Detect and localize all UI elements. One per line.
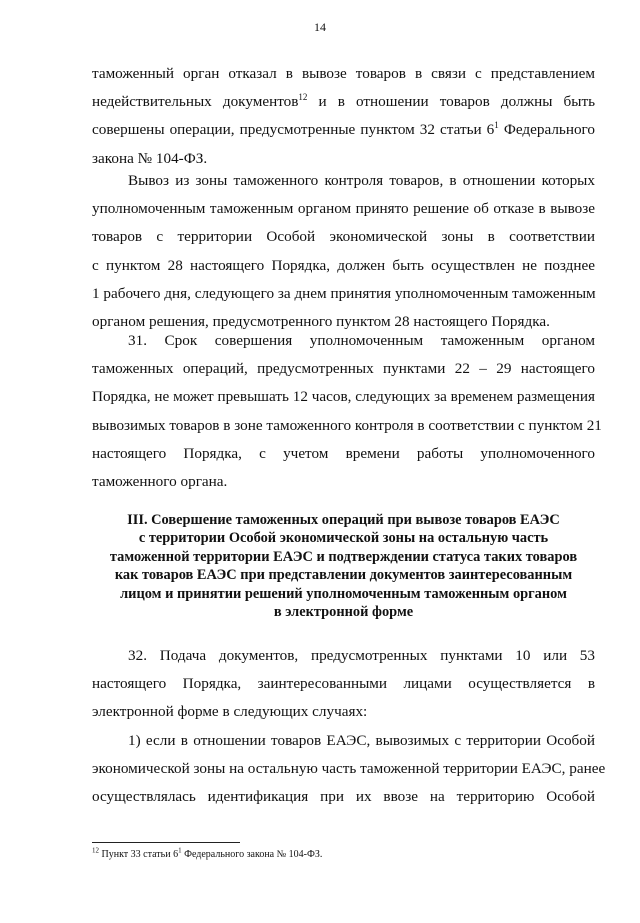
heading-line: с территории Особой экономической зоны на остальную часть bbox=[138, 530, 549, 547]
text-line: Вывоз из зоны таможенного контроля товаров, в отношении которых bbox=[128, 172, 595, 189]
footnote-text: Пункт 33 статьи 6 bbox=[101, 849, 179, 860]
article-superscript: 1 bbox=[178, 846, 182, 855]
text-line: 31. Срок совершения уполномоченным таможенным органом bbox=[128, 332, 595, 349]
footnote-marker: 12 bbox=[92, 846, 99, 855]
heading-line: лицом и принятии решений уполномоченным таможенным органом bbox=[120, 585, 567, 602]
text-line: таможенных операций, предусмотренных пунктами 22 – 29 настоящего bbox=[92, 360, 595, 378]
text-line: 1) если в отношении товаров ЕАЭС, вывозимых с территории Особой bbox=[128, 732, 595, 749]
footnote bbox=[92, 848, 322, 861]
text-fragment: Федерального bbox=[503, 121, 595, 139]
heading-line: III. Совершение таможенных операций при вывозе товаров ЕАЭС bbox=[127, 512, 560, 528]
text-line: электронной форме в следующих случаях: bbox=[92, 703, 368, 721]
text-line: уполномоченным таможенным органом принято решение об отказе в вывозе bbox=[92, 200, 595, 218]
heading-line: в электронной форме bbox=[273, 604, 414, 621]
section-heading bbox=[92, 511, 595, 621]
footnote-reference: 12 bbox=[298, 92, 308, 103]
text-fragment: совершены операции, предусмотренные пунктом 32 статьи 6 bbox=[92, 121, 495, 139]
text-line: таможенного органа. bbox=[92, 473, 228, 491]
text-line: 32. Подача документов, предусмотренных пунктами 10 или 53 bbox=[128, 647, 595, 664]
text-line: органом решения, предусмотренного пунктом 28 настоящего Порядка. bbox=[92, 313, 550, 331]
text-fragment: недействительных документов bbox=[92, 93, 299, 111]
text-fragment: и в отношении товаров должны быть bbox=[318, 93, 596, 111]
text-line bbox=[92, 88, 595, 116]
paragraph-continuation bbox=[92, 60, 595, 173]
footnote-divider bbox=[92, 842, 240, 843]
text-line bbox=[92, 116, 595, 144]
paragraph-item-32 bbox=[92, 642, 595, 727]
paragraph-export-refusal bbox=[92, 167, 595, 336]
text-line: экономической зоны на остальную часть таможенной территории ЕАЭС, ранее bbox=[92, 760, 606, 778]
text-line: настоящего Порядка, заинтересованными лицами осуществляется в bbox=[92, 675, 595, 693]
text-line: осуществлялась идентификация при их ввозе на территорию Особой bbox=[92, 788, 595, 806]
article-superscript: 1 bbox=[494, 120, 499, 131]
paragraph-item-31 bbox=[92, 327, 602, 496]
text-line: товаров с территории Особой экономической зоны в соответствии bbox=[92, 228, 595, 246]
paragraph-subitem-1 bbox=[92, 727, 606, 812]
footnote-text: Федерального закона № 104-ФЗ. bbox=[184, 849, 323, 860]
text-line: настоящего Порядка, с учетом времени работы уполномоченного bbox=[92, 444, 595, 462]
heading-line: как товаров ЕАЭС при представлении документов заинтересованным bbox=[114, 567, 573, 584]
text-line: Порядка, не может превышать 12 часов, следующих за временем размещения bbox=[92, 388, 595, 406]
text-line: закона № 104-ФЗ. bbox=[92, 149, 208, 167]
heading-line: таможенной территории ЕАЭС и подтверждении статуса таких товаров bbox=[109, 548, 578, 565]
text-line: с пунктом 28 настоящего Порядка, должен быть осуществлен не позднее bbox=[92, 256, 595, 274]
text-line: 1 рабочего дня, следующего за днем принятия уполномоченным таможенным bbox=[92, 284, 596, 302]
text-line: таможенный орган отказал в вывозе товаров в связи с представлением bbox=[92, 65, 595, 82]
text-line: вывозимых товаров в зоне таможенного контроля в соответствии с пунктом 21 bbox=[92, 416, 602, 434]
page-number: 14 bbox=[314, 20, 326, 34]
